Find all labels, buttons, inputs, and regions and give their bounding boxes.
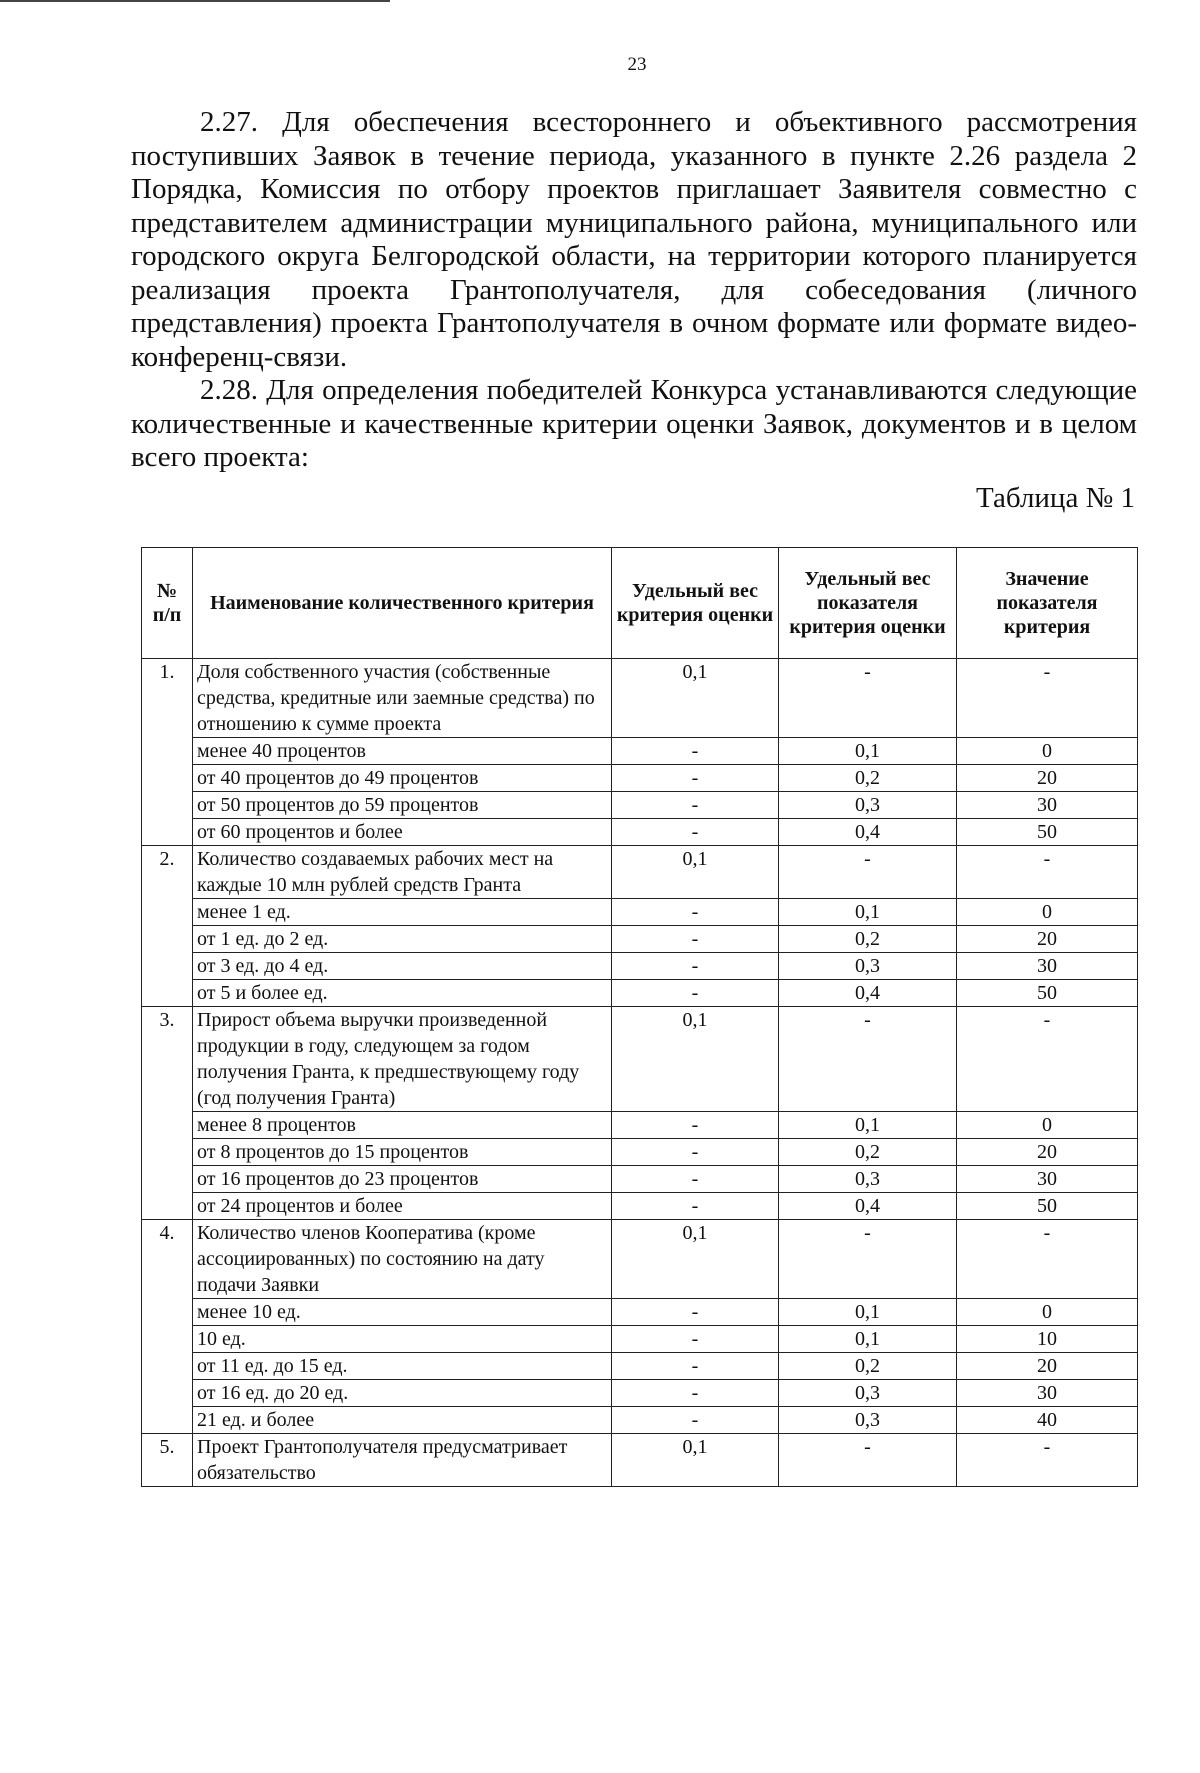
cell-indicator-weight: 0,2 — [779, 765, 957, 792]
cell-indicator-value: 40 — [957, 1407, 1138, 1434]
header-indicator-value: Значение показателя критерия — [957, 548, 1138, 659]
indicator-row — [142, 1166, 1138, 1193]
cell-weight: - — [612, 765, 779, 792]
cell-indicator-name: от 3 ед. до 4 ед. — [193, 953, 612, 980]
indicator-row — [142, 1326, 1138, 1353]
cell-indicator-name: менее 8 процентов — [193, 1112, 612, 1139]
header-num: № п/п — [142, 548, 193, 659]
cell-criterion-name: Количество создаваемых рабочих мест на каждые 10 млн рублей средств Гранта — [193, 846, 612, 899]
cell-indicator-weight: 0,2 — [779, 1139, 957, 1166]
cell-weight: - — [612, 792, 779, 819]
cell-indicator-name: от 5 и более ед. — [193, 980, 612, 1007]
cell-indicator-value: 0 — [957, 1112, 1138, 1139]
criterion-row — [142, 1220, 1138, 1299]
indicator-row — [142, 1112, 1138, 1139]
indicator-row — [142, 765, 1138, 792]
indicator-row — [142, 980, 1138, 1007]
cell-criterion-name: Доля собственного участия (собственные средства, кредитные или заемные средства) по отношению к сумме проекта — [193, 659, 612, 738]
header-indicator-weight: Удельный вес показателя критерия оценки — [779, 548, 957, 659]
cell-indicator-weight: - — [779, 1434, 957, 1487]
cell-indicator-value: 10 — [957, 1326, 1138, 1353]
cell-indicator-name: от 50 процентов до 59 процентов — [193, 792, 612, 819]
cell-weight: - — [612, 1139, 779, 1166]
indicator-row — [142, 819, 1138, 846]
indicator-row — [142, 926, 1138, 953]
indicator-row — [142, 1380, 1138, 1407]
cell-indicator-value: 20 — [957, 765, 1138, 792]
cell-indicator-weight: - — [779, 1007, 957, 1112]
cell-criterion-number: 1. — [142, 659, 193, 846]
criterion-row — [142, 1434, 1138, 1487]
cell-indicator-value: 0 — [957, 738, 1138, 765]
cell-indicator-value: 50 — [957, 980, 1138, 1007]
cell-weight: 0,1 — [612, 659, 779, 738]
cell-indicator-weight: - — [779, 659, 957, 738]
cell-criterion-name: Проект Грантополучателя предусматривает обязательство — [193, 1434, 612, 1487]
cell-indicator-weight: 0,1 — [779, 1326, 957, 1353]
indicator-row — [142, 1299, 1138, 1326]
cell-indicator-weight: 0,4 — [779, 980, 957, 1007]
cell-weight: - — [612, 1353, 779, 1380]
cell-indicator-value: 20 — [957, 1139, 1138, 1166]
cell-indicator-value: 30 — [957, 1166, 1138, 1193]
cell-indicator-weight: 0,4 — [779, 819, 957, 846]
indicator-row — [142, 792, 1138, 819]
cell-indicator-value: 30 — [957, 953, 1138, 980]
cell-weight: - — [612, 1326, 779, 1353]
cell-indicator-value: 20 — [957, 1353, 1138, 1380]
cell-criterion-number: 5. — [142, 1434, 193, 1487]
criterion-row — [142, 846, 1138, 899]
paragraph-2-27: 2.27. Для обеспечения всестороннего и объективного рассмотрения поступивших Заявок в течение периода, указанного в пункте 2.26 раздела 2 Порядка, Комиссия по отбору проектов приглашает Заявителя совместно с представителем администрации муниципального района, муниципального или городского округа Белгородской области, на территории которого планируется реализация проекта Грантополучателя, для собеседования (личного представления) проекта Грантополучателя в очном формате или формате видео-конференц-связи. — [131, 106, 1137, 373]
scan-edge-line — [0, 0, 390, 2]
cell-indicator-value: 0 — [957, 1299, 1138, 1326]
cell-indicator-name: от 40 процентов до 49 процентов — [193, 765, 612, 792]
cell-indicator-weight: 0,3 — [779, 1380, 957, 1407]
table-header-row — [142, 548, 1138, 659]
cell-weight: - — [612, 899, 779, 926]
cell-weight: 0,1 — [612, 846, 779, 899]
indicator-row — [142, 1353, 1138, 1380]
indicator-row — [142, 1139, 1138, 1166]
cell-indicator-value: 50 — [957, 819, 1138, 846]
cell-indicator-value: - — [957, 1434, 1138, 1487]
cell-weight: - — [612, 1407, 779, 1434]
cell-indicator-value: 20 — [957, 926, 1138, 953]
table-body — [142, 659, 1138, 1487]
cell-criterion-name: Количество членов Кооператива (кроме ассоциированных) по состоянию на дату подачи Заявки — [193, 1220, 612, 1299]
cell-indicator-weight: 0,2 — [779, 926, 957, 953]
page-number: 23 — [627, 54, 647, 75]
cell-criterion-number: 2. — [142, 846, 193, 1007]
cell-indicator-value: 30 — [957, 792, 1138, 819]
cell-indicator-weight: 0,3 — [779, 792, 957, 819]
cell-indicator-name: менее 1 ед. — [193, 899, 612, 926]
cell-indicator-value: - — [957, 1220, 1138, 1299]
cell-indicator-name: от 16 ед. до 20 ед. — [193, 1380, 612, 1407]
indicator-row — [142, 953, 1138, 980]
header-weight: Удельный вес критерия оценки — [612, 548, 779, 659]
cell-weight: - — [612, 1166, 779, 1193]
cell-indicator-weight: 0,3 — [779, 953, 957, 980]
paragraph-2-28: 2.28. Для определения победителей Конкурса устанавливаются следующие количественные и качественные критерии оценки Заявок, документов и в целом всего проекта: — [131, 374, 1137, 473]
cell-indicator-weight: 0,1 — [779, 899, 957, 926]
cell-weight: - — [612, 1112, 779, 1139]
cell-indicator-value: - — [957, 1007, 1138, 1112]
cell-indicator-value: 30 — [957, 1380, 1138, 1407]
cell-indicator-weight: 0,1 — [779, 1112, 957, 1139]
cell-weight: 0,1 — [612, 1434, 779, 1487]
cell-indicator-value: 0 — [957, 899, 1138, 926]
cell-criterion-number: 4. — [142, 1220, 193, 1434]
cell-indicator-weight: - — [779, 1220, 957, 1299]
cell-indicator-name: менее 40 процентов — [193, 738, 612, 765]
cell-indicator-weight: - — [779, 846, 957, 899]
cell-indicator-weight: 0,2 — [779, 1353, 957, 1380]
cell-indicator-name: от 11 ед. до 15 ед. — [193, 1353, 612, 1380]
criterion-row — [142, 659, 1138, 738]
cell-weight: - — [612, 1193, 779, 1220]
cell-indicator-value: - — [957, 659, 1138, 738]
cell-indicator-weight: 0,1 — [779, 1299, 957, 1326]
cell-indicator-name: 21 ед. и более — [193, 1407, 612, 1434]
cell-indicator-name: от 1 ед. до 2 ед. — [193, 926, 612, 953]
cell-weight: - — [612, 926, 779, 953]
cell-indicator-weight: 0,1 — [779, 738, 957, 765]
cell-weight: - — [612, 819, 779, 846]
indicator-row — [142, 738, 1138, 765]
cell-indicator-name: от 24 процентов и более — [193, 1193, 612, 1220]
cell-weight: - — [612, 980, 779, 1007]
cell-indicator-name: от 16 процентов до 23 процентов — [193, 1166, 612, 1193]
cell-indicator-name: 10 ед. — [193, 1326, 612, 1353]
cell-indicator-name: от 8 процентов до 15 процентов — [193, 1139, 612, 1166]
cell-weight: - — [612, 1380, 779, 1407]
indicator-row — [142, 899, 1138, 926]
header-name: Наименование количественного критерия — [193, 548, 612, 659]
criteria-table — [141, 547, 1138, 1487]
cell-weight: - — [612, 1299, 779, 1326]
cell-weight: - — [612, 953, 779, 980]
indicator-row — [142, 1407, 1138, 1434]
body-text — [131, 106, 1137, 475]
cell-indicator-name: менее 10 ед. — [193, 1299, 612, 1326]
cell-indicator-value: - — [957, 846, 1138, 899]
cell-weight: 0,1 — [612, 1007, 779, 1112]
table-caption: Таблица № 1 — [976, 482, 1135, 514]
cell-indicator-weight: 0,4 — [779, 1193, 957, 1220]
cell-criterion-number: 3. — [142, 1007, 193, 1220]
indicator-row — [142, 1193, 1138, 1220]
cell-weight: 0,1 — [612, 1220, 779, 1299]
criterion-row — [142, 1007, 1138, 1112]
cell-indicator-weight: 0,3 — [779, 1166, 957, 1193]
cell-criterion-name: Прирост объема выручки произведенной продукции в году, следующем за годом получения Гранта, к предшествующему году (год получения Гранта) — [193, 1007, 612, 1112]
cell-weight: - — [612, 738, 779, 765]
cell-indicator-value: 50 — [957, 1193, 1138, 1220]
cell-indicator-name: от 60 процентов и более — [193, 819, 612, 846]
cell-indicator-weight: 0,3 — [779, 1407, 957, 1434]
